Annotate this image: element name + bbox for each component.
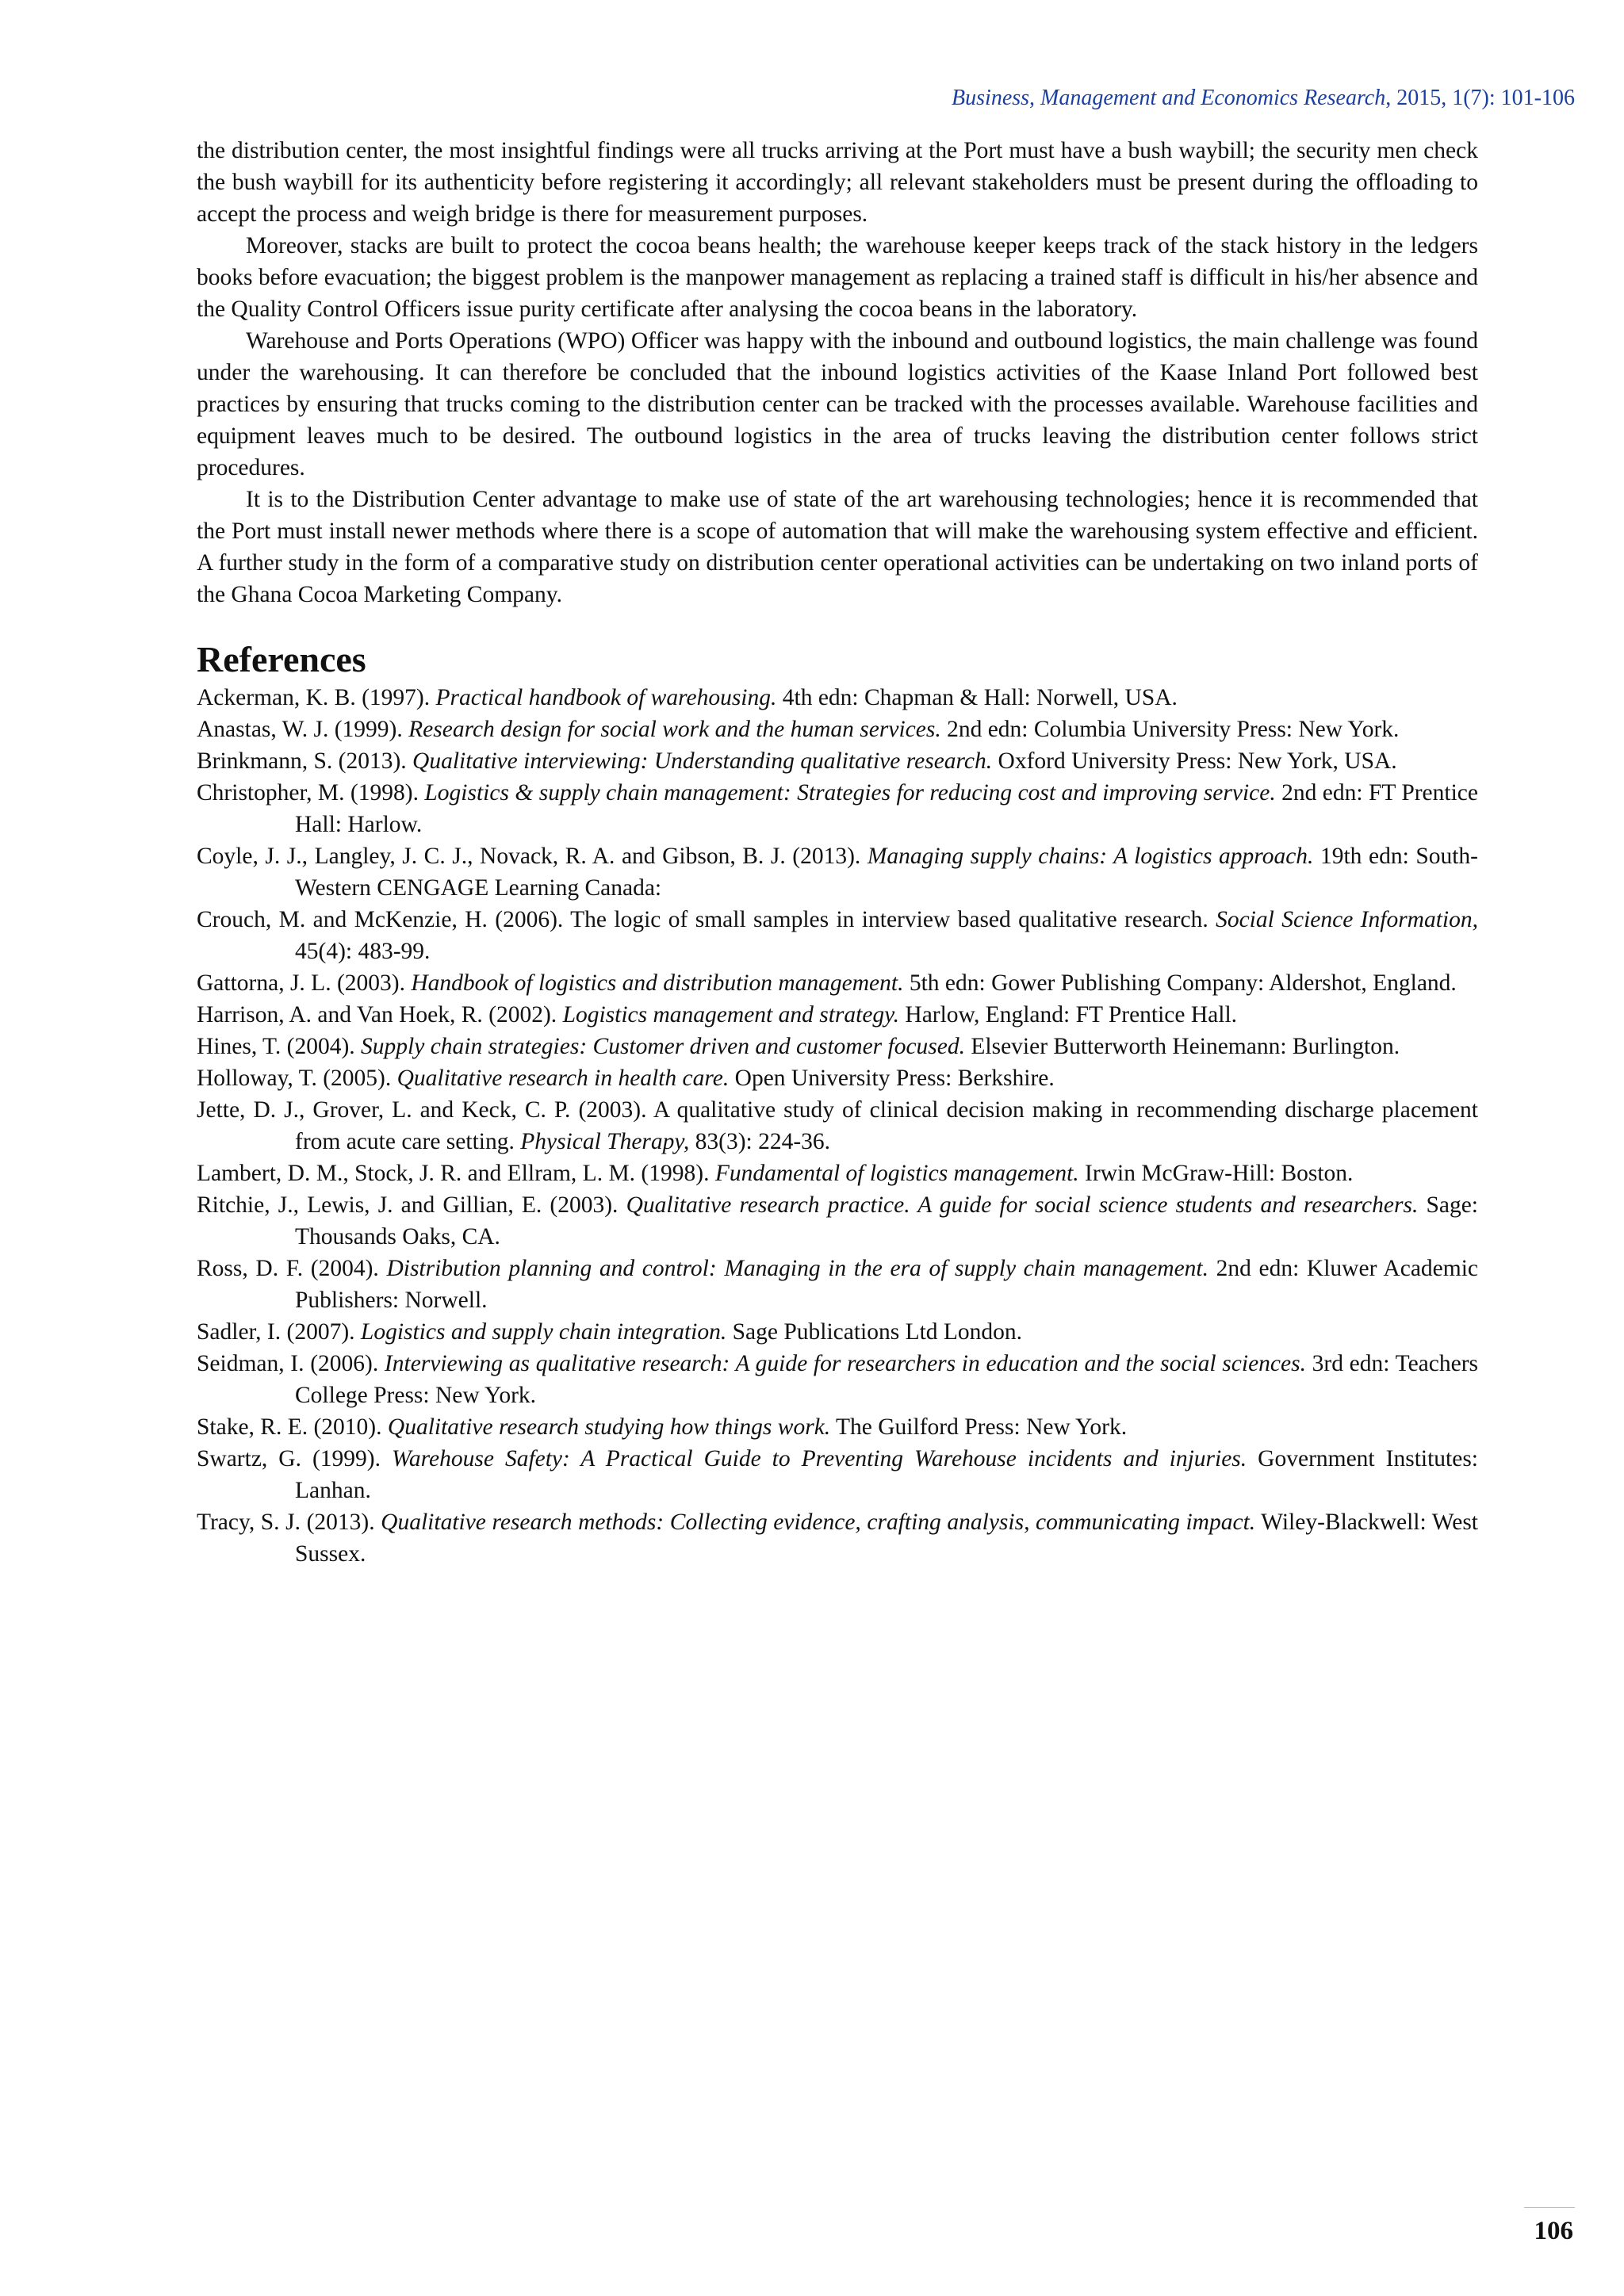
reference-title: Research design for social work and the human services. bbox=[408, 717, 941, 742]
page-number: 106 bbox=[1534, 2217, 1573, 2245]
reference-item bbox=[197, 1348, 1478, 1411]
reference-authors: Crouch, M. and McKenzie, H. (2006). The logic of small samples in interview based qualitative research. bbox=[197, 907, 1216, 932]
reference-publisher: The Guilford Press: New York. bbox=[830, 1414, 1128, 1440]
reference-publisher: Harlow, England: FT Prentice Hall. bbox=[899, 1002, 1238, 1027]
reference-item bbox=[197, 904, 1478, 967]
reference-authors: Anastas, W. J. (1999). bbox=[197, 717, 409, 742]
reference-item bbox=[197, 967, 1478, 999]
reference-item bbox=[197, 1506, 1478, 1570]
reference-item bbox=[197, 682, 1478, 714]
reference-authors: Gattorna, J. L. (2003). bbox=[197, 970, 412, 996]
body-paragraph: the distribution center, the most insightful findings were all trucks arriving at the Port must have a bush waybill; the security men check the bush waybill for its authenticity before registering it accordingly; all relevant stakeholders must be present during the offloading to accept the process and weigh bridge is there for measurement purposes. bbox=[197, 138, 1478, 227]
reference-item bbox=[197, 714, 1478, 745]
reference-title: Distribution planning and control: Managing in the era of supply chain management. bbox=[386, 1256, 1208, 1281]
reference-title: Handbook of logistics and distribution management. bbox=[411, 970, 904, 996]
reference-item bbox=[197, 1094, 1478, 1158]
reference-authors: Tracy, S. J. (2013). bbox=[197, 1510, 381, 1535]
reference-item bbox=[197, 1443, 1478, 1506]
reference-title: Logistics and supply chain integration. bbox=[360, 1319, 727, 1345]
reference-publisher: 4th edn: Chapman & Hall: Norwell, USA. bbox=[776, 685, 1178, 710]
reference-title: Physical Therapy, bbox=[520, 1129, 690, 1154]
reference-publisher: Sage Publications Ltd London. bbox=[726, 1319, 1023, 1345]
reference-title: Supply chain strategies: Customer driven and customer focused. bbox=[361, 1034, 966, 1059]
reference-authors: Jette, D. J., Grover, L. and Keck, C. P. (2003). A qualitative study of clinical decision making in recommending discharge placement from acute care setting. bbox=[197, 1097, 1478, 1154]
reference-title: Fundamental of logistics management. bbox=[714, 1161, 1079, 1186]
reference-title: Logistics & supply chain management: Strategies for reducing cost and improving service. bbox=[424, 780, 1276, 806]
reference-item bbox=[197, 777, 1478, 840]
reference-publisher: 2nd edn: Kluwer Academic Publishers: Norwell. bbox=[295, 1256, 1478, 1313]
reference-publisher: Wiley-Blackwell: West Sussex. bbox=[295, 1510, 1478, 1567]
references-heading: References bbox=[197, 639, 366, 679]
reference-authors: Ross, D. F. (2004). bbox=[197, 1256, 387, 1281]
reference-authors: Swartz, G. (1999). bbox=[197, 1446, 393, 1471]
reference-publisher: 2nd edn: Columbia University Press: New York. bbox=[940, 717, 1400, 742]
reference-title: Qualitative interviewing: Understanding qualitative research. bbox=[412, 748, 993, 774]
reference-list bbox=[197, 682, 1478, 1570]
reference-publisher: Open University Press: Berkshire. bbox=[729, 1066, 1055, 1091]
reference-title: Practical handbook of warehousing. bbox=[435, 685, 777, 710]
reference-authors: Stake, R. E. (2010). bbox=[197, 1414, 388, 1440]
reference-authors: Hines, T. (2004). bbox=[197, 1034, 362, 1059]
reference-title: Qualitative research methods: Collecting evidence, crafting analysis, communicating impact. bbox=[381, 1510, 1256, 1535]
reference-publisher: 3rd edn: Teachers College Press: New York. bbox=[295, 1351, 1479, 1408]
reference-authors: Christopher, M. (1998). bbox=[197, 780, 425, 806]
page-content bbox=[197, 135, 1478, 1570]
reference-publisher: 45(4): 483-99. bbox=[295, 939, 431, 964]
reference-publisher: 5th edn: Gower Publishing Company: Aldershot, England. bbox=[903, 970, 1457, 996]
reference-authors: Harrison, A. and Van Hoek, R. (2002). bbox=[197, 1002, 563, 1027]
reference-item bbox=[197, 1189, 1478, 1253]
reference-item bbox=[197, 840, 1478, 904]
reference-title: Logistics management and strategy. bbox=[562, 1002, 900, 1027]
reference-authors: Coyle, J. J., Langley, J. C. J., Novack, R. A. and Gibson, B. J. (2013). bbox=[197, 844, 868, 869]
reference-publisher: Elsevier Butterworth Heinemann: Burlington. bbox=[965, 1034, 1400, 1059]
reference-publisher: 19th edn: South-Western CENGAGE Learning Canada: bbox=[295, 844, 1478, 901]
reference-title: Social Science Information, bbox=[1216, 907, 1478, 932]
reference-item bbox=[197, 1316, 1478, 1348]
reference-item bbox=[197, 745, 1478, 777]
reference-publisher: 2nd edn: FT Prentice Hall: Harlow. bbox=[295, 780, 1478, 837]
reference-title: Qualitative research studying how things work. bbox=[387, 1414, 831, 1440]
body-paragraph: Warehouse and Ports Operations (WPO) Officer was happy with the inbound and outbound logistics, the main challenge was found under the warehousing. It can therefore be concluded that the inbound logistics activities of the Kaase Inland Port followed best practices by ensuring that trucks coming to the distribution center can be tracked with the processes available. Warehouse facilities and equipment leaves much to be desired. The outbound logistics in the area of trucks leaving the distribution center follows strict procedures. bbox=[197, 328, 1478, 480]
running-header bbox=[952, 86, 1575, 111]
reference-title: Managing supply chains: A logistics approach. bbox=[867, 844, 1314, 869]
body-paragraph: Moreover, stacks are built to protect the cocoa beans health; the warehouse keeper keeps track of the stack history in the ledgers books before evacuation; the biggest problem is the manpower management as replacing a trained staff is difficult in his/her absence and the Quality Control Officers issue purity certificate after analysing the cocoa beans in the laboratory. bbox=[197, 233, 1478, 322]
reference-item bbox=[197, 1031, 1478, 1062]
body-paragraph: It is to the Distribution Center advantage to make use of state of the art warehousing technologies; hence it is recommended that the Port must install newer methods where there is a scope of automation that will make the warehousing system effective and efficient. A further study in the form of a comparative study on distribution center operational activities can be undertaking on two inland ports of the Ghana Cocoa Marketing Company. bbox=[197, 487, 1478, 607]
journal-title: Business, Management and Economics Research bbox=[952, 86, 1386, 110]
reference-title: Interviewing as qualitative research: A guide for researchers in education and the social sciences. bbox=[384, 1351, 1306, 1376]
reference-authors: Seidman, I. (2006). bbox=[197, 1351, 385, 1376]
reference-title: Warehouse Safety: A Practical Guide to Preventing Warehouse incidents and injuries. bbox=[392, 1446, 1247, 1471]
reference-authors: Holloway, T. (2005). bbox=[197, 1066, 397, 1091]
reference-title: Qualitative research in health care. bbox=[396, 1066, 730, 1091]
reference-publisher: Irwin McGraw-Hill: Boston. bbox=[1078, 1161, 1354, 1186]
reference-item bbox=[197, 999, 1478, 1031]
reference-authors: Ritchie, J., Lewis, J. and Gillian, E. (2003). bbox=[197, 1192, 626, 1218]
reference-item bbox=[197, 1158, 1478, 1189]
reference-item bbox=[197, 1253, 1478, 1316]
reference-authors: Ackerman, K. B. (1997). bbox=[197, 685, 436, 710]
reference-publisher: 83(3): 224-36. bbox=[689, 1129, 831, 1154]
reference-publisher: Sage: Thousands Oaks, CA. bbox=[295, 1192, 1479, 1249]
reference-authors: Sadler, I. (2007). bbox=[197, 1319, 361, 1345]
reference-item bbox=[197, 1411, 1478, 1443]
reference-authors: Lambert, D. M., Stock, J. R. and Ellram, L. M. (1998). bbox=[197, 1161, 715, 1186]
footer-rule bbox=[1524, 2207, 1575, 2208]
reference-item bbox=[197, 1062, 1478, 1094]
journal-citation: , 2015, 1(7): 101-106 bbox=[1385, 86, 1575, 110]
reference-authors: Brinkmann, S. (2013). bbox=[197, 748, 413, 774]
reference-title: Qualitative research practice. A guide for social science students and researchers. bbox=[626, 1192, 1419, 1218]
reference-publisher: Oxford University Press: New York, USA. bbox=[992, 748, 1397, 774]
reference-publisher: Government Institutes: Lanhan. bbox=[295, 1446, 1478, 1503]
